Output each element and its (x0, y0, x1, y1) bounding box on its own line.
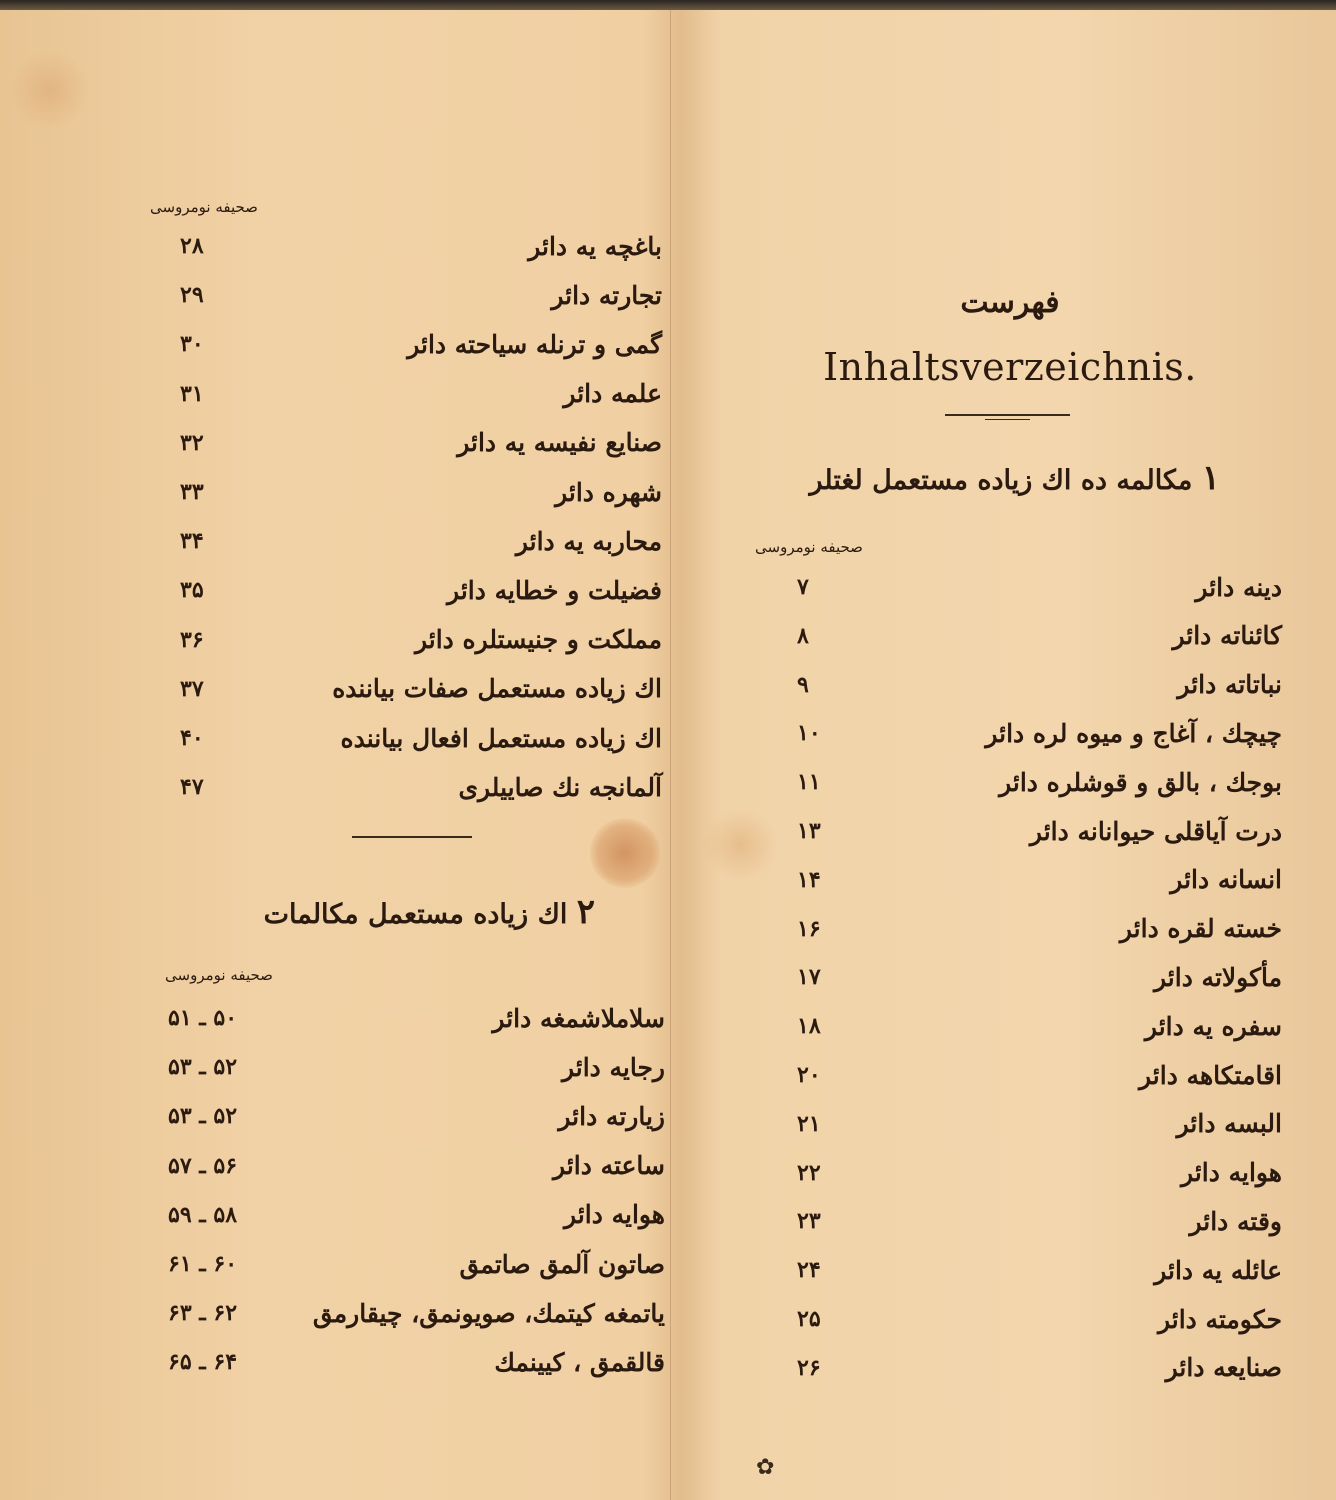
page-number-header: صحیفه نومروسی (150, 198, 258, 216)
toc-entry-title: عائله یه دائر (1154, 1255, 1282, 1285)
toc-entry-title: گمی و ترنله سیاحته دائر (407, 329, 662, 359)
toc-entry-page: ۳۷ (180, 675, 204, 702)
toc-entry-page: ۳۳ (180, 479, 204, 505)
toc-entry-page: ۱۰ (797, 720, 821, 747)
toc-entry-page: ۵۰ ـ ۵۱ (168, 1005, 238, 1031)
toc-entry-page: ۲۱ (797, 1110, 821, 1137)
toc-entry-page: ۲۳ (797, 1208, 821, 1235)
toc-entry-page: ۲۰ (797, 1062, 821, 1088)
toc-entry-page: ۱۳ (797, 818, 821, 844)
toc-entry (0, 709, 1336, 757)
toc-entry-title: صنایعه دائر (1165, 1353, 1282, 1383)
toc-entry-title: آلمانجه نك صاییلری (458, 772, 662, 802)
toc-entry-page: ۲۵ (797, 1306, 821, 1332)
toc-entry-title: انسانه دائر (1170, 865, 1282, 895)
section-number: ۱ (1201, 458, 1220, 498)
toc-entry (0, 1051, 1336, 1099)
toc-entry (0, 661, 1336, 709)
toc-entry-title: كائناته دائر (1172, 621, 1282, 651)
toc-entry-title: رجایه دائر (561, 1052, 665, 1082)
toc-entry-page: ۳۶ (180, 626, 204, 653)
toc-entry-page: ۲۸ (180, 233, 204, 259)
toc-entry-page: ۵۸ ـ ۵۹ (168, 1201, 238, 1228)
section-title: اك زیاده مستعمل مكالمات (263, 899, 568, 930)
toc-entry-page: ۸ (797, 622, 809, 649)
toc-entry (0, 563, 1336, 611)
toc-entry-title: درت آیاقلی حیوانانه دائر (1029, 816, 1282, 846)
toc-entry-title: حكومته دائر (1157, 1304, 1282, 1334)
toc-entry-title: قالقمق ، كیینمك (494, 1347, 665, 1377)
toc-entry-title: علمه دائر (563, 379, 662, 409)
toc-entry-page: ۵۲ ـ ۵۳ (168, 1054, 238, 1081)
toc-entry-page: ۲۲ (797, 1159, 821, 1186)
toc-entry-title: هوایه دائر (1181, 1158, 1282, 1188)
toc-entry-page: ۵۶ ـ ۵۷ (168, 1152, 238, 1179)
toc-entry-title: سلاملاشمغه دائر (492, 1003, 665, 1033)
toc-entry (0, 856, 1336, 904)
title-arabic: فهرست (960, 285, 1060, 320)
toc-entry-title: اك زیاده مستعمل صفات بیاننده (332, 674, 662, 704)
toc-entry-page: ۶۰ ـ ۶۱ (168, 1251, 238, 1277)
toc-entry-page: ۷ (797, 574, 809, 600)
toc-entry (0, 1295, 1336, 1343)
page-ornament: ✿ (756, 1455, 775, 1480)
section-number: ۲ (576, 892, 595, 932)
title-rule (945, 414, 1070, 416)
toc-entry-title: بوجك ، بالق و قوشلره دائر (999, 767, 1282, 797)
toc-entry-page: ۳۴ (180, 528, 204, 555)
toc-entry (0, 1100, 1336, 1148)
toc-entry-title: زیارته دائر (558, 1101, 665, 1131)
toc-entry-page: ۲۴ (797, 1257, 821, 1284)
stain-mark-corner (10, 50, 90, 130)
toc-entry (0, 807, 1336, 855)
section-1-heading (780, 458, 1220, 498)
toc-entry (0, 271, 1336, 319)
toc-entry (0, 1246, 1336, 1294)
toc-entry-page: ۵۲ ـ ۵۳ (168, 1103, 238, 1130)
toc-entry (0, 1002, 1336, 1050)
toc-entry (0, 1197, 1336, 1245)
toc-entry-page: ۱۶ (797, 915, 821, 942)
toc-entry-title: فضیلت و خطایه دائر (447, 575, 662, 605)
toc-entry-title: اك زیاده مستعمل افعال بیاننده (340, 723, 662, 753)
toc-entry (0, 758, 1336, 806)
toc-entry-title: هوایه دائر (564, 1200, 665, 1230)
section-title: مكالمه ده اك زیاده مستعمل لغتلر (809, 465, 1193, 496)
toc-entry-page: ۲۹ (180, 282, 204, 309)
page-number-header-right: صحیفه نومروسی (755, 538, 863, 556)
toc-entry-page: ۳۲ (180, 429, 204, 456)
toc-entry-page: ۱۷ (797, 964, 821, 991)
toc-entry-title: باغچه یه دائر (528, 231, 662, 261)
title-rule-short (985, 419, 1030, 420)
toc-entry (0, 905, 1336, 953)
toc-entry-title: چیچك ، آغاج و میوه لره دائر (985, 718, 1282, 748)
toc-entry (0, 1344, 1336, 1392)
toc-entry-title: محاربه یه دائر (515, 526, 662, 556)
toc-entry (0, 612, 1336, 660)
toc-entry-page: ۶۲ ـ ۶۳ (168, 1300, 238, 1327)
toc-entry-page: ۶۴ ـ ۶۵ (168, 1349, 238, 1376)
toc-entry-page: ۱۸ (797, 1013, 821, 1040)
toc-entry-title: یاتمغه كیتمك، صویونمق، چیقارمق (312, 1298, 665, 1328)
page-number-header-2: صحیفه نومروسی (165, 966, 273, 984)
toc-entry-page: ۳۵ (180, 577, 204, 604)
toc-entry-page: ۲۶ (797, 1354, 821, 1381)
toc-entry-title: صنایع نفیسه یه دائر (457, 428, 662, 458)
toc-entry (0, 517, 1336, 565)
toc-entry-title: وقته دائر (1189, 1206, 1282, 1236)
toc-entry-title: البسه دائر (1176, 1109, 1282, 1139)
toc-entry-page: ۴۷ (180, 774, 204, 801)
toc-entry (0, 953, 1336, 1001)
toc-entry-title: شهره دائر (555, 477, 662, 507)
toc-entry-page: ۱۴ (797, 866, 821, 893)
toc-entry-title: خسته لقره دائر (1119, 914, 1282, 944)
toc-entry-title: تجارته دائر (551, 280, 662, 310)
toc-entry-title: دینه دائر (1195, 572, 1282, 602)
toc-entry-title: اقامتكاهه دائر (1139, 1060, 1282, 1090)
toc-entry-page: ۹ (797, 671, 809, 698)
toc-entry-page: ۴۰ (180, 725, 204, 751)
toc-entry (0, 222, 1336, 270)
toc-entry-title: ساعته دائر (553, 1151, 665, 1181)
toc-entry-page: ۳۰ (180, 331, 204, 358)
toc-entry-title: سفره یه دائر (1144, 1011, 1282, 1041)
toc-entry-title: نباتاته دائر (1177, 670, 1282, 700)
toc-entry-page: ۳۱ (180, 380, 204, 407)
toc-entry (0, 1149, 1336, 1197)
toc-entry-title: مملکت و جنیستلره دائر (414, 625, 662, 655)
title-german: Inhaltsverzeichnis. (823, 345, 1197, 389)
toc-entry-title: صاتون آلمق صاتمق (459, 1249, 665, 1279)
toc-entry-page: ۱۱ (797, 769, 821, 796)
toc-entry-title: مأكولاته دائر (1154, 962, 1282, 992)
